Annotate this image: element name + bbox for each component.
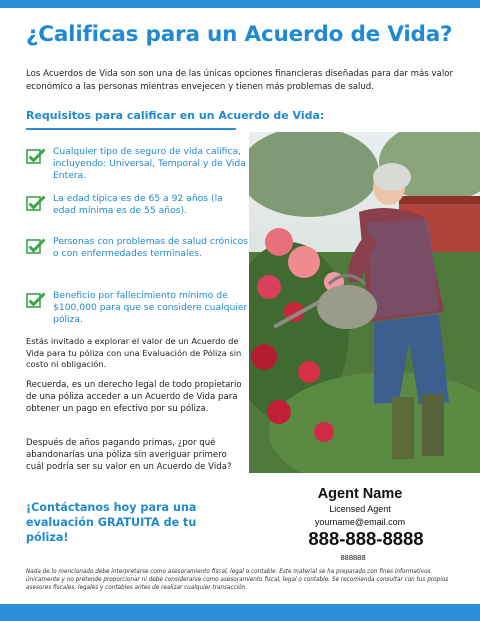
requirement-text: Cualquier tipo de seguro de vida califica, incluyendo: Universal, Temporal y de Vida Entera. — [53, 146, 246, 181]
top-accent-bar — [0, 0, 480, 8]
checkbox-check-icon — [26, 292, 46, 308]
legal-right-paragraph: Recuerda, es un derecho legal de todo propietario de una póliza acceder a un Acuerdo de Vida para obtener un pago en efectivo por su póliza. — [26, 380, 242, 414]
agent-contact-block — [290, 485, 430, 529]
page-title: ¿Calificas para un Acuerdo de Vida? — [26, 22, 453, 47]
call-to-action: ¡Contáctanos hoy para una evaluación GRATUITA de tu póliza! — [26, 501, 197, 544]
requirement-text: Personas con problemas de salud crónicos o con enfermedades terminales. — [53, 236, 249, 259]
agent-title: Licensed Agent — [329, 504, 391, 514]
agent-phone[interactable]: 888-888-8888 — [308, 528, 424, 549]
checkbox-check-icon — [26, 148, 46, 164]
checkbox-check-icon — [26, 195, 46, 211]
bottom-accent-bar — [0, 604, 480, 621]
premiums-paragraph: Después de años pagando primas, ¿por qué abandonarías una póliza sin averiguar primero cuál podría ser su valor en un Acuerdo de Vida? — [26, 438, 232, 472]
invitation-paragraph: Estás invitado a explorar el valor de un Acuerdo de Vida para tu póliza con una Evaluación de Póliza sin costo ni obligación. — [26, 336, 242, 369]
requirement-text: Beneficio por fallecimiento mínimo de $100,000 para que se considere cualquier póliza. — [53, 290, 248, 325]
agent-name: Agent Name — [317, 486, 403, 502]
legal-disclaimer: Nada de lo mencionado debe interpretarse como asesoramiento fiscal, legal o contable. Este material se ha preparado con fines informativos únicamente y no pretende proporcionar ni debe considerarse como asesoramiento fiscal, legal o contable. Se recomienda consultar con tus propios asesores fiscales, legales y contables antes de realizar cualquier transacción. — [26, 569, 449, 591]
requirements-divider — [26, 128, 236, 130]
agent-license-number: 888888 — [340, 553, 366, 562]
intro-paragraph: Los Acuerdos de Vida son son una de las únicas opciones financieras diseñadas para dar más valor económico a las personas mientras envejecen y tienen más problemas de salud. — [26, 69, 454, 92]
requirement-text: La edad típica es de 65 a 92 años (la edad mínima es de 55 años). — [53, 193, 223, 216]
requirements-heading: Requisitos para calificar en un Acuerdo de Vida: — [26, 109, 325, 122]
checkbox-check-icon — [26, 238, 46, 254]
photo-illustration — [249, 132, 480, 473]
gardening-woman-photo — [249, 132, 480, 473]
agent-email[interactable]: yourname@email.com — [314, 517, 406, 527]
